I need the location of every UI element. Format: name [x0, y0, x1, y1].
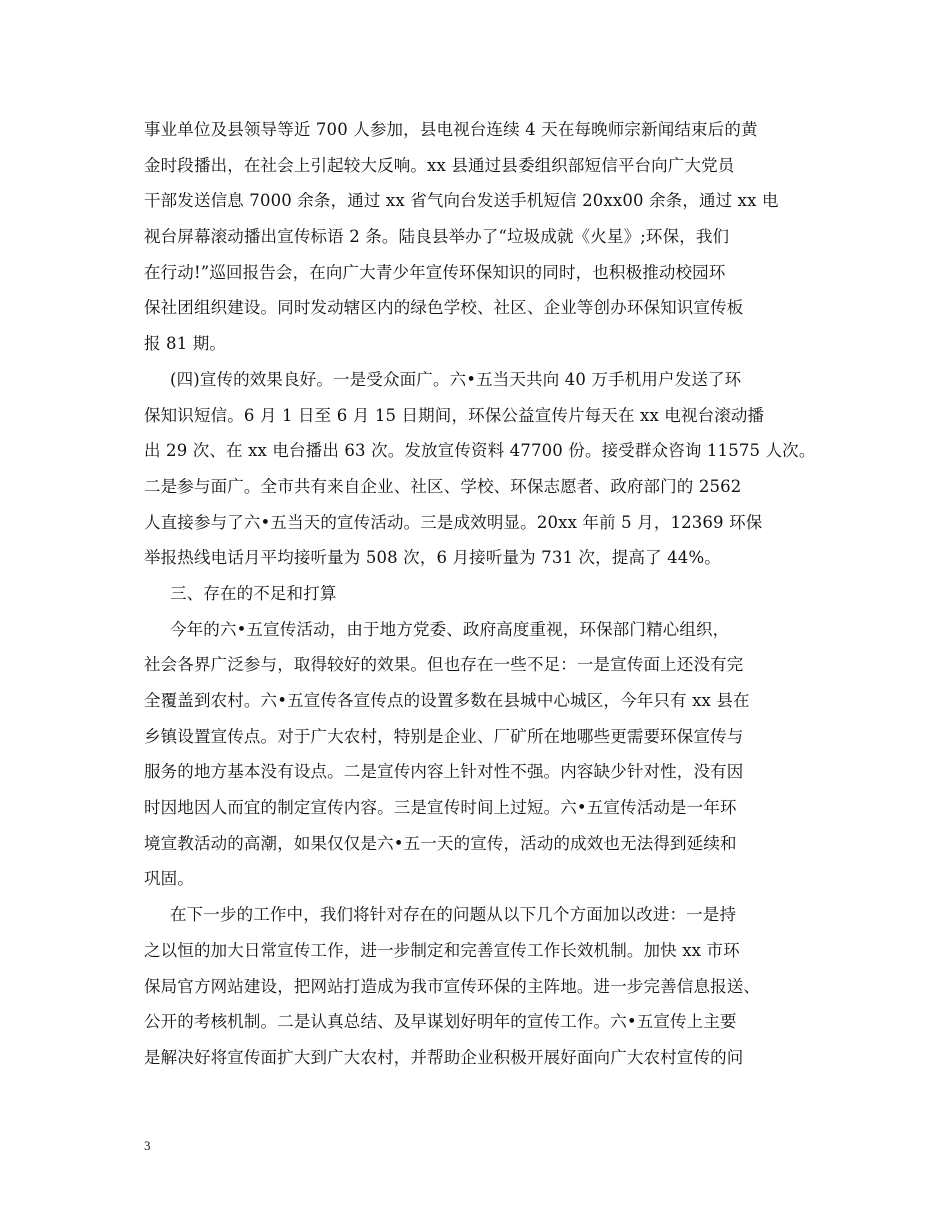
- text-line: 公开的考核机制。二是认真总结、及早谋划好明年的宣传工作。六•五宣传上主要: [144, 1012, 737, 1032]
- body-text: [144, 112, 824, 1076]
- text-line: 是解决好将宣传面扩大到广大农村，并帮助企业积极开展好面向广大农村宣传的问: [144, 1047, 744, 1067]
- page-number: 3: [144, 1138, 151, 1153]
- text-line: 二是参与面广。全市共有来自企业、社区、学校、环保志愿者、政府部门的 2562: [144, 476, 742, 496]
- text-line: 保知识短信。6 月 1 日至 6 月 15 日期间，环保公益宣传片每天在 xx 电视台滚动播: [144, 405, 765, 425]
- text-line: 时因地因人而宜的制定宣传内容。三是宣传时间上过短。六•五宣传活动是一年环: [144, 798, 737, 818]
- paragraph-start-line: (四)宣传的效果良好。一是受众面广。六•五当天共向 40 万手机用户发送了环: [170, 369, 742, 389]
- text-line: 保社团组织建设。同时发动辖区内的绿色学校、社区、企业等创办环保知识宣传板: [144, 298, 744, 318]
- text-line: 全覆盖到农村。六•五宣传各宣传点的设置多数在县城中心城区，今年只有 xx 县在: [144, 691, 750, 710]
- text-line: 举报热线电话月平均接听量为 508 次，6 月接听量为 731 次，提高了 44%。: [144, 548, 721, 568]
- paragraph-start-line: 在下一步的工作中，我们将针对存在的问题从以下几个方面加以改进：一是持: [170, 905, 737, 925]
- text-line: 金时段播出，在社会上引起较大反响。xx 县通过县委组织部短信平台向广大党员: [144, 155, 735, 175]
- text-line: 之以恒的加大日常宣传工作，进一步制定和完善宣传工作长效机制。加快 xx 市环: [144, 940, 740, 960]
- section-heading: 三、存在的不足和打算: [170, 583, 337, 603]
- text-line: 巩固。: [144, 869, 194, 889]
- text-line: 在行动!”巡回报告会，在向广大青少年宣传环保知识的同时，也积极推动校园环: [144, 262, 726, 282]
- text-line: 乡镇设置宣传点。对于广大农村，特别是企业、厂矿所在地哪些更需要环保宣传与: [144, 726, 744, 746]
- text-line: 事业单位及县领导等近 700 人参加，县电视台连续 4 天在每晚师宗新闻结束后的黄: [144, 120, 758, 139]
- text-line: 出 29 次、在 xx 电台播出 63 次。发放宣传资料 47700 份。接受群众咨询 11575 人次。: [144, 441, 816, 461]
- text-line: 干部发送信息 7000 余条，通过 xx 省气向台发送手机短信 20xx00 余条，通过 xx 电: [144, 191, 779, 211]
- text-line: 境宣教活动的高潮，如果仅仅是六•五一天的宣传，活动的成效也无法得到延续和: [144, 833, 737, 853]
- text-line: 社会各界广泛参与，取得较好的效果。但也存在一些不足：一是宣传面上还没有完: [144, 655, 744, 675]
- text-line: 服务的地方基本没有设点。二是宣传内容上针对性不强。内容缺少针对性，没有因: [144, 762, 744, 782]
- paragraph-start-line: 今年的六•五宣传活动，由于地方党委、政府高度重视，环保部门精心组织，: [170, 619, 730, 639]
- text-line: 报 81 期。: [144, 334, 227, 354]
- text-line: 人直接参与了六•五当天的宣传活动。三是成效明显。20xx 年前 5 月，12369 环保: [144, 512, 763, 532]
- text-line: 视台屏幕滚动播出宣传标语 2 条。陆良县举办了“垃圾成就《火星》;环保，我们: [144, 227, 730, 247]
- text-line: 保局官方网站建设，把网站打造成为我市宣传环保的主阵地。进一步完善信息报送、: [144, 976, 761, 996]
